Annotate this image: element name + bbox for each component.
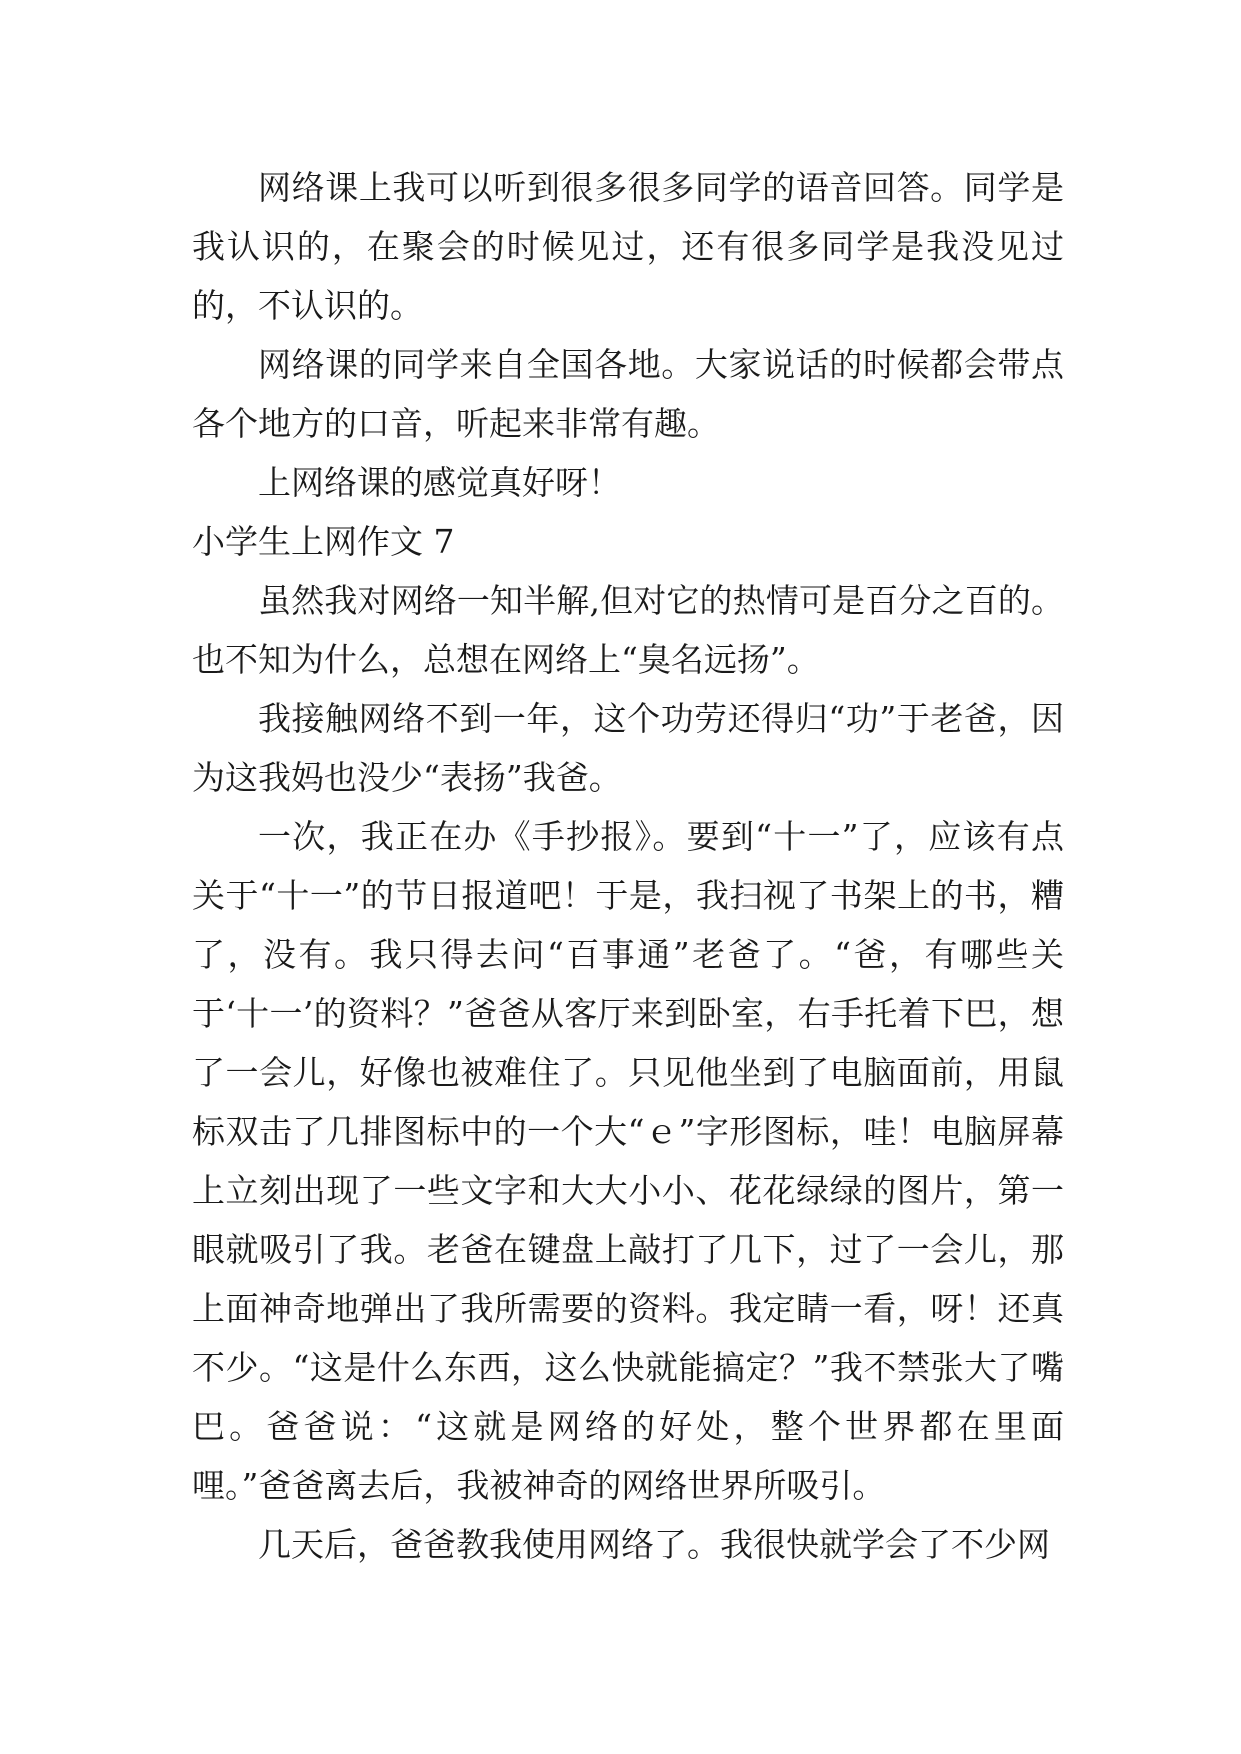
- section-heading: 小学生上网作文 7: [192, 522, 455, 561]
- document-body: [192, 158, 1064, 1574]
- paragraph: 几天后，爸爸教我使用网络了。我很快就学会了不少网: [258, 1525, 1050, 1564]
- paragraph: 虽然我对网络一知半解,但对它的热情可是百分之百的。也不知为什么，总想在网络上“臭名远扬”。: [192, 581, 1064, 679]
- paragraph: 我接触网络不到一年，这个功劳还得归“功”于老爸，因为这我妈也没少“表扬”我爸。: [192, 699, 1064, 797]
- paragraph: 网络课的同学来自全国各地。大家说话的时候都会带点各个地方的口音，听起来非常有趣。: [192, 345, 1064, 443]
- paragraph: 上网络课的感觉真好呀！: [258, 463, 621, 502]
- paragraph: 网络课上我可以听到很多很多同学的语音回答。同学是我认识的，在聚会的时候见过，还有很多同学是我没见过的，不认识的。: [192, 168, 1064, 325]
- paragraph: 一次，我正在办《手抄报》。要到“十一”了，应该有点关于“十一”的节日报道吧！于是，我扫视了书架上的书，糟了，没有。我只得去问“百事通”老爸了。“爸，有哪些关于‘十一’的资料？”爸爸从客厅来到卧室，右手托着下巴，想了一会儿，好像也被难住了。只见他坐到了电脑面前，用鼠标双击了几排图标中的一个大“ｅ”字形图标，哇！电脑屏幕上立刻出现了一些文字和大大小小、花花绿绿的图片，第一眼就吸引了我。老爸在键盘上敲打了几下，过了一会儿，那上面神奇地弹出了我所需要的资料。我定睛一看，呀！还真不少。“这是什么东西，这么快就能搞定？”我不禁张大了嘴巴。爸爸说：“这就是网络的好处，整个世界都在里面哩。”爸爸离去后，我被神奇的网络世界所吸引。: [192, 817, 1064, 1505]
